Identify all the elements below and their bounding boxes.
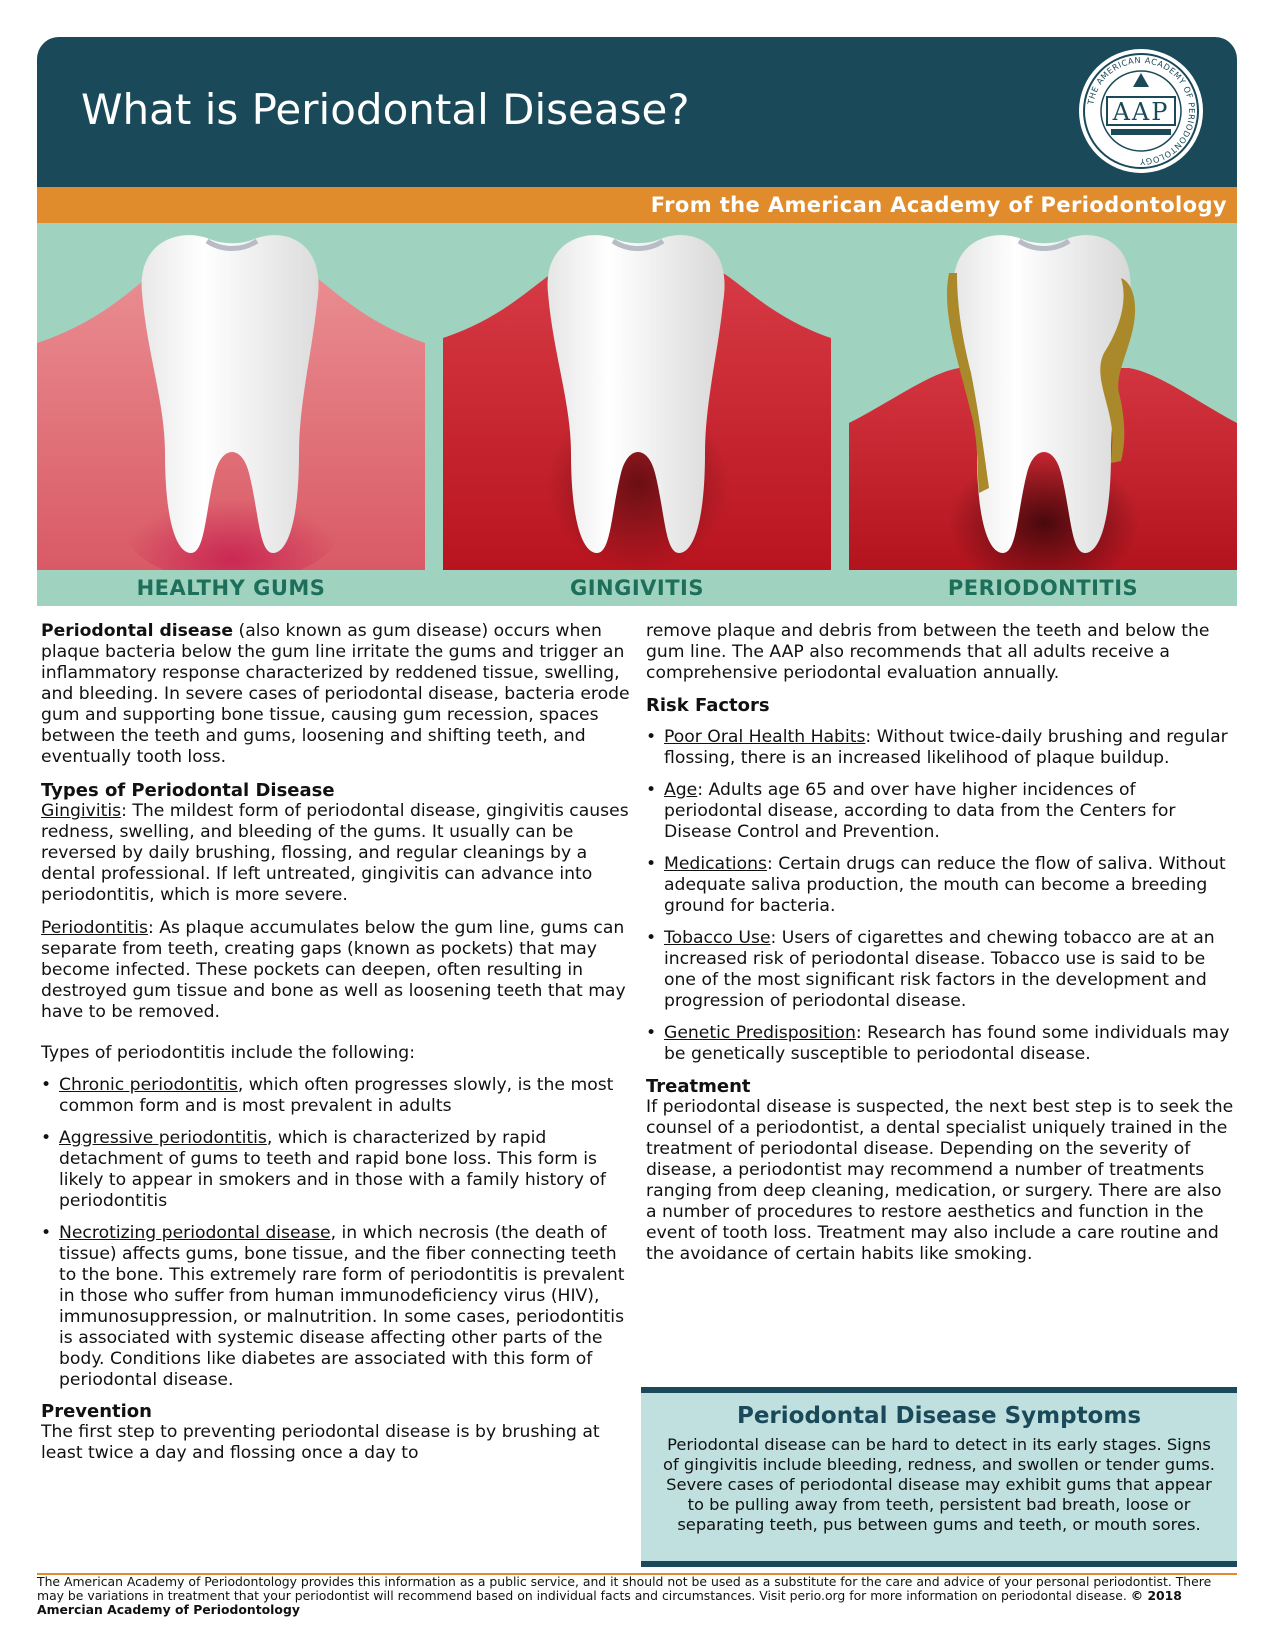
illustration-strip	[37, 223, 1237, 570]
list-item-text: : Adults age 65 and over have higher incidences of periodontal disease, according to data from the Centers for Disease Control and Prevention.	[664, 780, 1176, 842]
periodontitis-term: Periodontitis	[41, 918, 148, 938]
prevention-heading: Prevention	[41, 1401, 152, 1422]
subheader-text: From the American Academy of Periodontology	[650, 193, 1227, 217]
periodontitis-text: : As plaque accumulates below the gum line, gums can separate from teeth, creating gaps (known as pockets) that may become infected. These pockets can deepen, often resulting in destroyed gum tissue and bone as well as loosening teeth that may have to be removed.	[41, 918, 626, 1022]
footer-disclaimer	[37, 1575, 1237, 1617]
list-item-term: Tobacco Use	[664, 928, 771, 948]
treatment-heading: Treatment	[646, 1076, 751, 1097]
list-item-text: : Research has found some individuals may be genetically susceptible to periodontal disease.	[664, 1023, 1230, 1064]
periodontitis-tooth-illustration	[849, 223, 1237, 570]
list-item	[646, 1023, 1236, 1065]
list-item-text: , which often progresses slowly, is the most common form and is most prevalent in adults	[59, 1075, 614, 1116]
list-item-term: Genetic Predisposition	[664, 1023, 856, 1043]
risk-factors-list	[646, 727, 1236, 1065]
footer-copyright: © 2018 Amercian Academy of Periodontology	[37, 1588, 1182, 1617]
gingivitis-term: Gingivitis	[41, 801, 122, 821]
right-column	[646, 621, 1236, 1265]
list-item-term: Poor Oral Health Habits	[664, 727, 866, 747]
left-column	[41, 621, 636, 1464]
list-item	[646, 928, 1236, 1012]
page-title: What is Periodontal Disease?	[81, 85, 690, 134]
periodontitis-paragraph	[41, 918, 636, 1023]
symptoms-heading: Periodontal Disease Symptoms	[736, 1403, 1142, 1429]
stage-labels-bar	[37, 570, 1237, 606]
symptoms-box	[641, 1387, 1237, 1567]
aap-seal-icon	[1077, 47, 1205, 175]
intro-text: (also known as gum disease) occurs when plaque bacteria below the gum line irritate the gums and trigger an inflammatory response characterized by reddened tissue, swelling, and bleeding. In severe cases of periodontal disease, bacteria erode gum and supporting bone tissue, causing gum recession, spaces between the teeth and gums, loosening and shifting teeth, and eventually tooth loss.	[41, 621, 630, 767]
gingivitis-label: GINGIVITIS	[569, 576, 704, 600]
logo-initials: AAP	[1112, 98, 1170, 126]
list-item-text: , in which necrosis (the death of tissue) affects gums, bone tissue, and the fiber connecting teeth to the bone. This extremely rare form of periodontitis is prevalent in those who suffer from human immunodeficiency virus (HIV), immunosuppression, or malnutrition. In some cases, periodontitis is associated with systemic disease affecting other parts of the body. Conditions like diabetes are associated with this form of periodontal disease.	[59, 1223, 625, 1390]
list-item	[41, 1075, 636, 1117]
subheader-banner	[37, 187, 1237, 223]
types-list-intro: Types of periodontitis include the following:	[41, 1043, 415, 1063]
header-banner	[37, 37, 1237, 187]
healthy-gums-label: HEALTHY GUMS	[136, 576, 326, 600]
treatment-text: If periodontal disease is suspected, the next best step is to seek the counsel of a periodontist, a dental specialist uniquely trained in the treatment of periodontal disease. Depending on the severity of disease, a periodontist may recommend a number of treatments ranging from deep cleaning, medication, or surgery. There are also a number of procedures to restore aesthetics and function in the event of tooth loss. Treatment may also include a care routine and the avoidance of certain habits like smoking.	[646, 1097, 1234, 1264]
list-item-text: : Certain drugs can reduce the flow of saliva. Without adequate saliva production, the mouth can become a breeding ground for bacteria.	[664, 854, 1226, 916]
prevention-text-end: remove plaque and debris from between the teeth and below the gum line. The AAP also recommends that all adults receive a comprehensive periodontal evaluation annually.	[646, 621, 1210, 683]
symptoms-text: Periodontal disease can be hard to detect in its early stages. Signs of gingivitis include bleeding, redness, and swollen or tender gums. Severe cases of periodontal disease may exhibit gums that appear to be pulling away from teeth, persistent bad breath, loose or separating teeth, pus between gums and teeth, or mouth sores.	[663, 1435, 1215, 1534]
list-item-term: Age	[664, 780, 698, 800]
list-item-term: Aggressive periodontitis	[59, 1128, 267, 1148]
list-item	[646, 780, 1236, 843]
gingivitis-tooth-illustration	[443, 223, 831, 570]
logo-ring-text: THE AMERICAN ACADEMY OF PERIODONTOLOGY	[1085, 54, 1198, 168]
list-item-text: : Users of cigarettes and chewing tobacco are at an increased risk of periodontal disease. Tobacco use is said to be one of the most significant risk factors in the development and progression of periodontal disease.	[664, 928, 1215, 1011]
healthy-tooth-illustration	[37, 223, 425, 570]
list-item	[646, 727, 1236, 769]
list-item	[41, 1223, 636, 1391]
intro-paragraph	[41, 621, 636, 768]
gingivitis-paragraph	[41, 801, 636, 906]
list-item-term: Chronic periodontitis	[59, 1075, 238, 1095]
list-item	[41, 1128, 636, 1212]
list-item	[646, 854, 1236, 917]
footer-text: The American Academy of Periodontology provides this information as a public service, and it should not be used as a substitute for the care and advice of your personal periodontist. There may be variations in treatment that your periodontist will recommend based on individual facts and circumstances. Visit perio.org for more information on periodontal disease.	[37, 1574, 1212, 1603]
periodontitis-label: PERIODONTITIS	[947, 576, 1139, 600]
periodontitis-types-list	[41, 1075, 636, 1391]
types-heading: Types of Periodontal Disease	[41, 780, 335, 801]
list-item-text: : Without twice-daily brushing and regular flossing, there is an increased likelihood of plaque buildup.	[664, 727, 1228, 768]
list-item-term: Necrotizing periodontal disease	[59, 1223, 331, 1243]
prevention-text-start: The first step to preventing periodontal disease is by brushing at least twice a day and flossing once a day to	[41, 1422, 600, 1463]
risk-heading: Risk Factors	[646, 695, 770, 716]
list-item-text: , which is characterized by rapid detachment of gums to teeth and rapid bone loss. This form is likely to appear in smokers and in those with a family history of periodontitis	[59, 1128, 606, 1211]
list-item-term: Medications	[664, 854, 767, 874]
gingivitis-text: : The mildest form of periodontal disease, gingivitis causes redness, swelling, and bleeding of the gums. It usually can be reversed by daily brushing, flossing, and regular cleanings by a dental professional. If left untreated, gingivitis can advance into periodontitis, which is more severe.	[41, 801, 629, 905]
intro-term: Periodontal disease	[41, 621, 234, 641]
